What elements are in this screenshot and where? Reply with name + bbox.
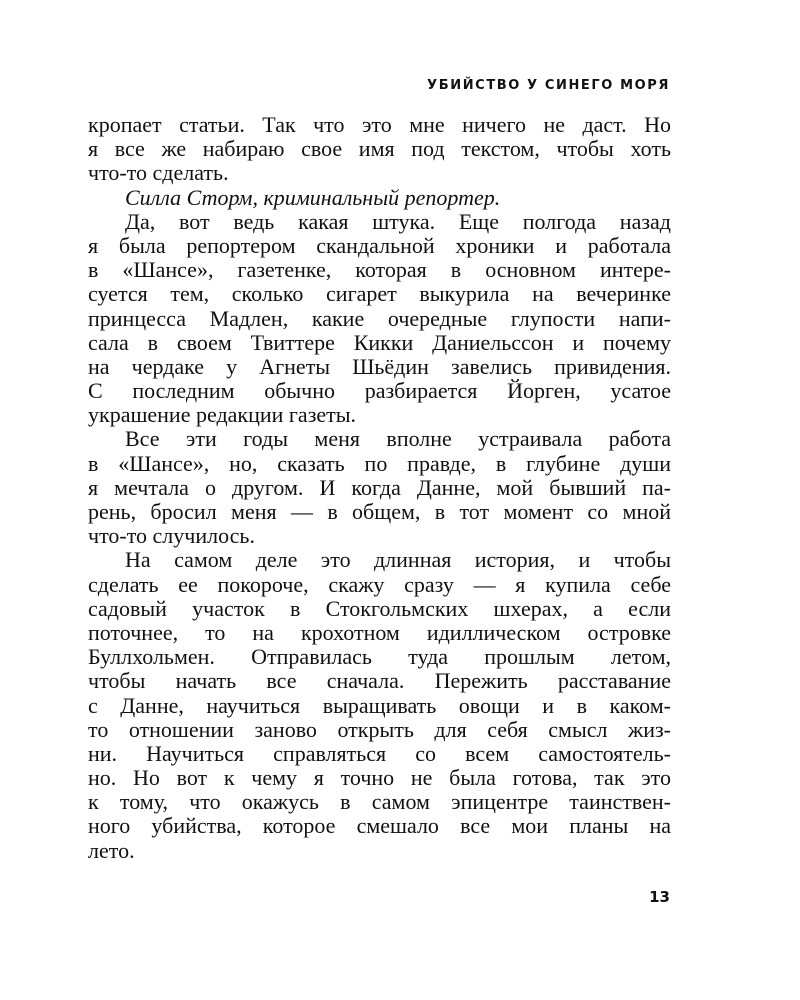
text-line: в «Шансе», газетенке, которая в основном интере- [88,257,671,283]
text-line: кропает статьи. Так что это мне ничего не даст. Но [88,112,671,137]
text-line: к тому, что окажусь в самом эпицентре таинствен- [88,789,671,815]
text-line: сала в своем Твиттере Кикки Даниельссон и почему [88,329,671,355]
text-line: Все эти годы меня вполне устраивала работа [125,426,671,452]
text-line: Да, вот ведь какая штука. Еще полгода назад [125,208,671,234]
running-head: УБИЙСТВО У СИНЕГО МОРЯ [427,78,670,93]
page-number: 13 [649,888,670,906]
text-line: лето. [88,837,135,863]
text-line: Буллхольмен. Отправилась туда прошлым летом, [88,644,671,670]
text-line: садовый участок в Стокгольмских шхерах, а если [88,595,671,621]
text-line: на чердаке у Агнеты Шьёдин завелись привидения. [88,353,671,379]
text-line-italic: Силла Сторм, криминальный репортер. [125,184,501,210]
text-line: поточнее, то на крохотном идиллическом островке [88,619,671,645]
text-line: ного убийства, которое смешало все мои планы на [88,813,671,839]
text-line: суется тем, сколько сигарет выкурила на вечеринке [88,281,671,307]
text-line: На самом деле это длинная история, и чтобы [125,547,671,573]
body-text [88,113,671,863]
text-line: я мечтала о другом. И когда Данне, мой бывший па- [88,474,671,500]
text-line: я была репортером скандальной хроники и работала [88,232,671,258]
text-line: но. Но вот к чему я точно не была готова, так это [88,765,671,791]
text-line: в «Шансе», но, сказать по правде, в глубине души [88,450,671,476]
text-line: то отношении заново открыть для себя смысл жиз- [88,716,671,742]
text-line: я все же набираю свое имя под текстом, чтобы хоть [88,136,671,162]
text-line: что-то случилось. [88,523,255,549]
text-line: сделать ее покороче, скажу сразу — я купила себе [88,571,671,597]
text-line: С последним обычно разбирается Йорген, усатое [88,378,671,404]
text-line: ни. Научиться справляться со всем самостоятель- [88,740,671,766]
text-line: с Данне, научиться выращивать овощи и в каком- [88,692,671,718]
text-line: украшение редакции газеты. [88,402,357,428]
text-line: чтобы начать все сначала. Пережить расставание [88,668,671,694]
text-line: рень, бросил меня — в общем, в тот момент со мной [88,499,671,524]
text-line: что-то сделать. [88,160,229,186]
text-line: принцесса Мадлен, какие очередные глупости напи- [88,305,671,331]
